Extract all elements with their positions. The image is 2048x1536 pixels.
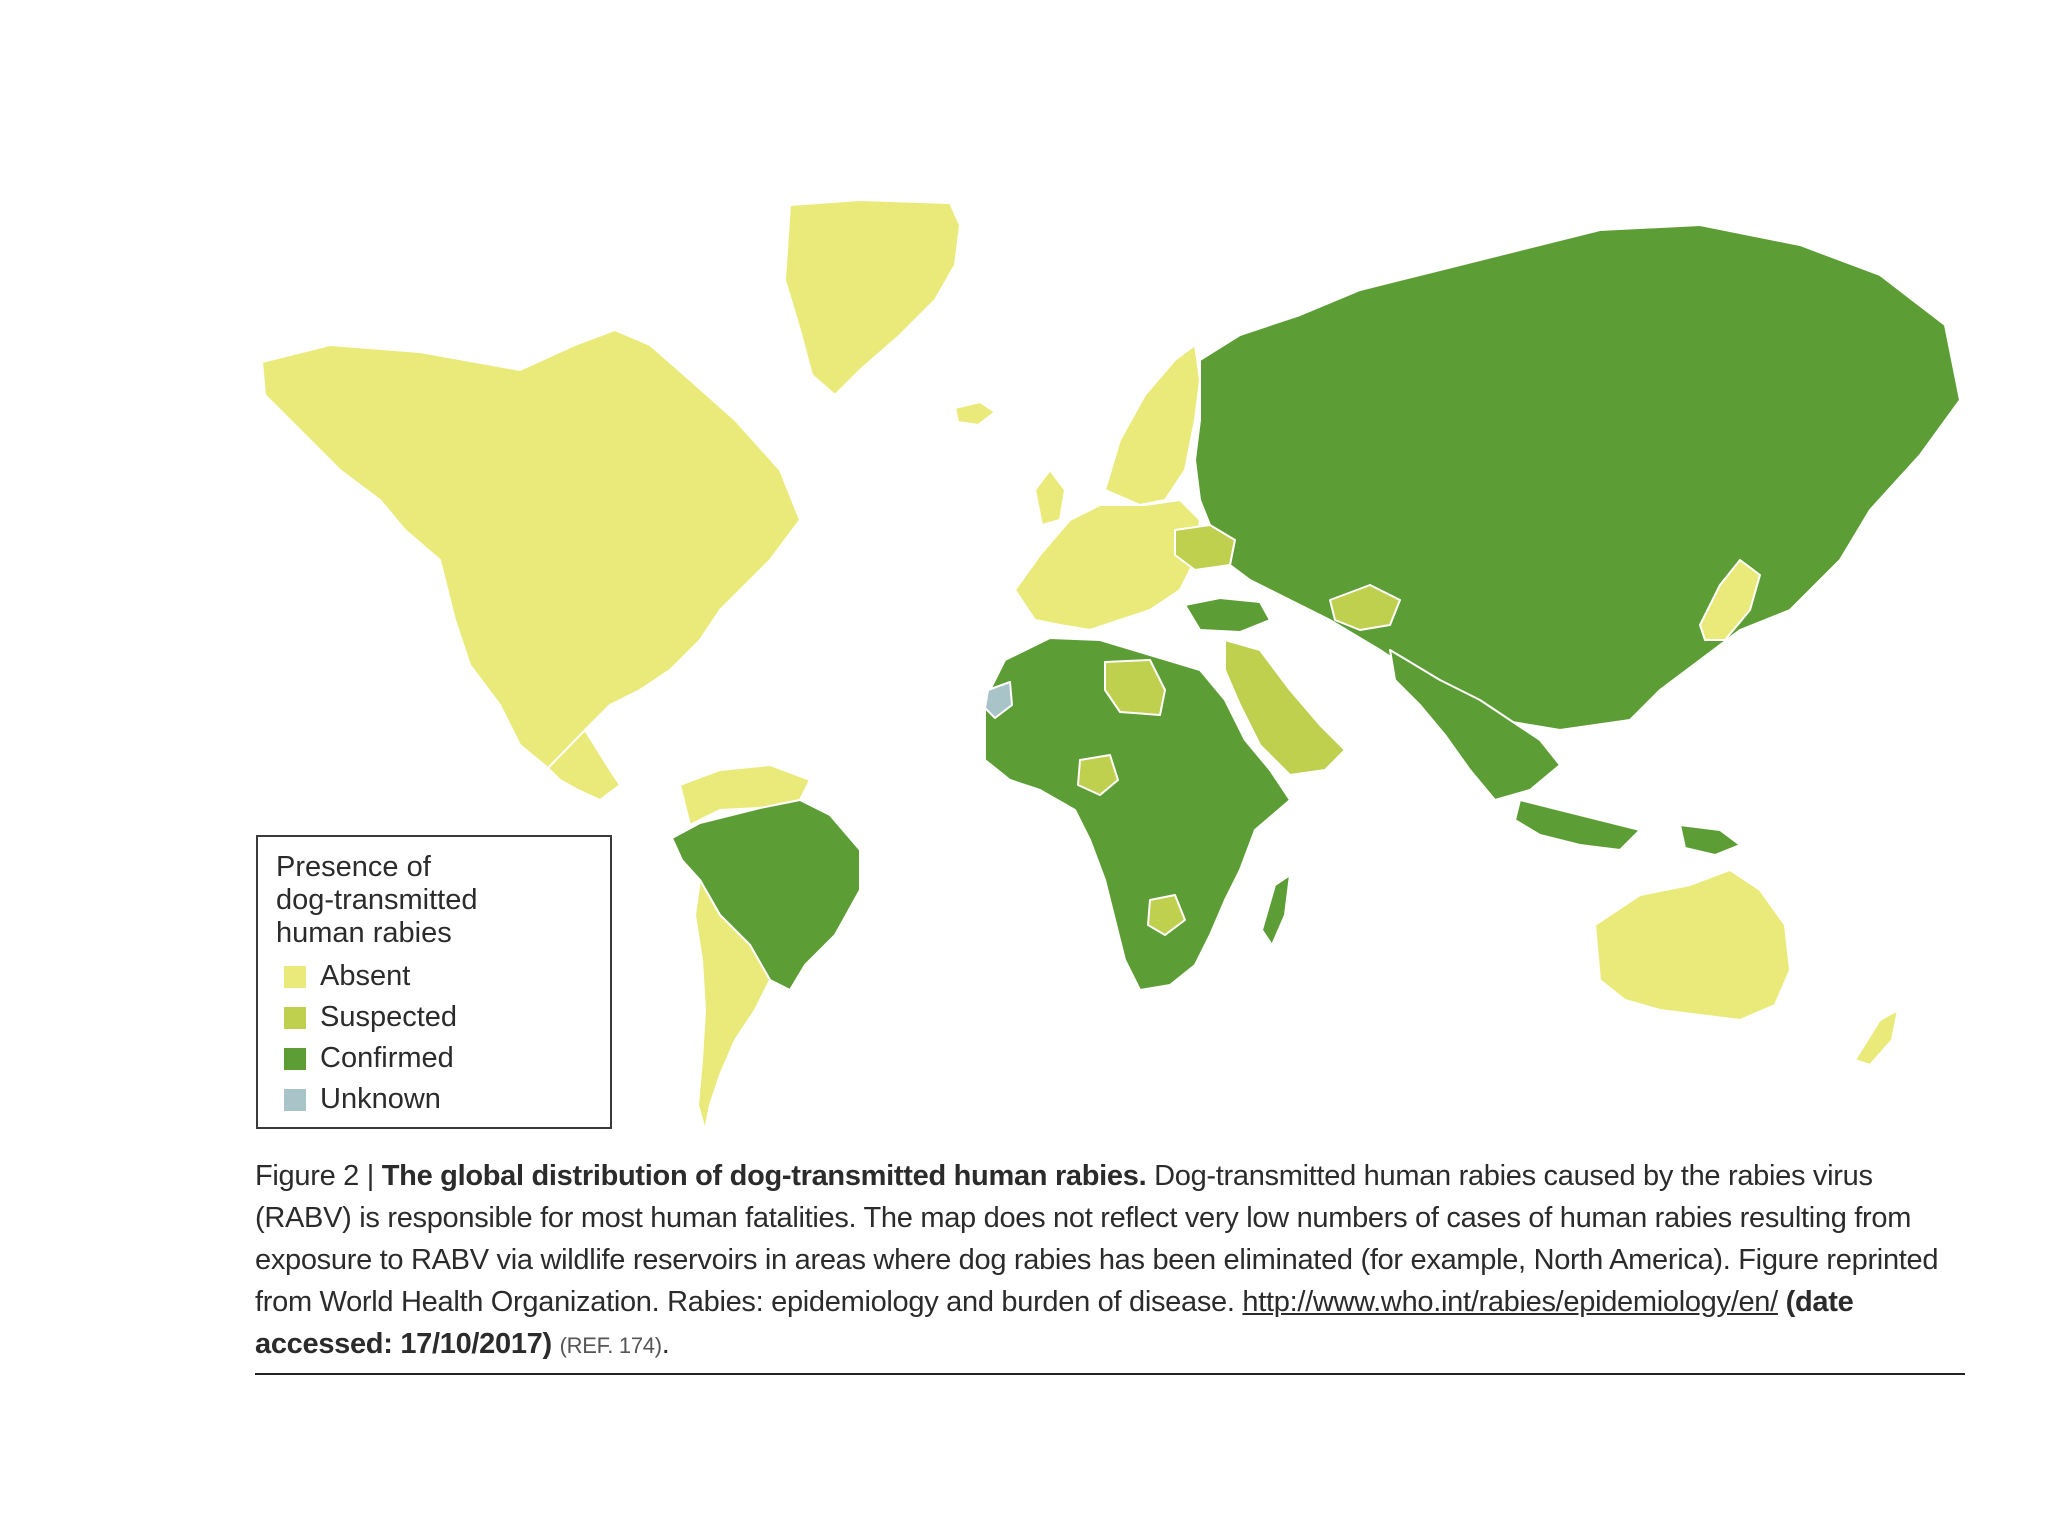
legend-title-line: human rabies <box>276 917 452 949</box>
legend-swatch-unknown <box>284 1089 306 1111</box>
reference: (REF. 174) <box>559 1333 662 1358</box>
legend-item-absent <box>276 956 610 997</box>
legend-item-confirmed <box>276 1038 610 1079</box>
caption-rule <box>255 1373 1965 1375</box>
legend-item-suspected <box>276 997 610 1038</box>
region-iceland <box>955 402 995 425</box>
map-legend <box>256 835 612 1129</box>
who-link[interactable]: http://www.who.int/rabies/epidemiology/en/ <box>1242 1286 1778 1318</box>
figure-caption <box>255 1155 1955 1367</box>
legend-swatch-absent <box>284 966 306 988</box>
region-uk <box>1035 470 1065 525</box>
region-new-zealand <box>1855 1010 1898 1065</box>
region-madagascar <box>1262 875 1290 945</box>
legend-label: Suspected <box>320 1001 458 1033</box>
legend-label: Absent <box>320 960 411 992</box>
legend-title-line: Presence of <box>276 851 431 883</box>
figure-title: The global distribution of dog-transmitted human rabies. <box>381 1160 1147 1192</box>
caption-end: . <box>661 1328 670 1360</box>
region-greenland <box>785 200 960 395</box>
legend-label: Confirmed <box>320 1042 454 1074</box>
region-north-america <box>262 330 800 768</box>
region-turkey <box>1185 598 1270 632</box>
legend-title-line: dog-transmitted <box>276 884 478 916</box>
region-australia <box>1595 870 1790 1020</box>
date-accessed: (date accessed: 17/10/2017) <box>255 1286 1854 1360</box>
figure-label: Figure 2 | <box>255 1160 374 1192</box>
figure-body: Dog-transmitted human rabies caused by the rabies virus (RABV) is responsible for most human fatalities. The map does not reflect very low numbers of cases of human rabies resulting from exposure to RABV via wildlife reservoirs in areas where dog rabies has been eliminated (for example, North America). Figure reprinted from World Health Organization. Rabies: epidemiology and burden of disease. <box>255 1160 1939 1318</box>
legend-swatch-suspected <box>284 1007 306 1029</box>
legend-swatch-confirmed <box>284 1048 306 1070</box>
legend-item-unknown <box>276 1079 610 1120</box>
legend-title <box>276 851 610 950</box>
region-scandinavia <box>1105 345 1200 505</box>
region-russia-asia <box>1195 225 1960 730</box>
legend-label: Unknown <box>320 1083 441 1115</box>
region-papua <box>1680 825 1740 855</box>
region-indonesia <box>1515 800 1640 850</box>
